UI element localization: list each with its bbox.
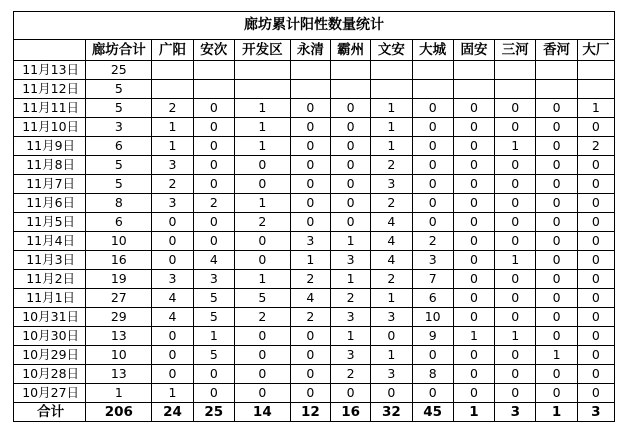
total-value-cell: 12 (290, 403, 330, 422)
value-cell (330, 61, 370, 80)
value-cell: 3 (371, 308, 412, 327)
date-cell: 10月27日 (14, 384, 86, 403)
value-cell: 0 (577, 327, 614, 346)
value-cell (412, 80, 453, 99)
value-cell: 0 (536, 137, 577, 156)
value-cell: 0 (453, 346, 494, 365)
table-row (14, 308, 615, 327)
value-cell: 1 (371, 137, 412, 156)
value-cell: 16 (86, 251, 152, 270)
total-value-cell: 24 (152, 403, 193, 422)
value-cell: 0 (290, 99, 330, 118)
value-cell: 3 (371, 365, 412, 384)
value-cell: 0 (412, 213, 453, 232)
total-value-cell: 206 (86, 403, 152, 422)
value-cell (193, 61, 234, 80)
column-header: 开发区 (234, 40, 290, 61)
value-cell: 1 (453, 327, 494, 346)
value-cell: 1 (371, 346, 412, 365)
table-row (14, 99, 615, 118)
value-cell: 8 (86, 194, 152, 213)
value-cell: 0 (453, 289, 494, 308)
value-cell: 27 (86, 289, 152, 308)
value-cell: 0 (495, 232, 536, 251)
column-header: 固安 (453, 40, 494, 61)
value-cell: 0 (453, 232, 494, 251)
date-cell: 11月8日 (14, 156, 86, 175)
value-cell: 3 (330, 251, 370, 270)
value-cell: 0 (290, 346, 330, 365)
value-cell: 1 (330, 270, 370, 289)
value-cell: 0 (577, 213, 614, 232)
date-cell: 11月2日 (14, 270, 86, 289)
value-cell: 0 (453, 118, 494, 137)
date-cell: 10月31日 (14, 308, 86, 327)
table-row (14, 365, 615, 384)
value-cell: 0 (193, 384, 234, 403)
total-value-cell: 1 (536, 403, 577, 422)
table-row (14, 156, 615, 175)
value-cell: 0 (412, 156, 453, 175)
value-cell: 2 (577, 137, 614, 156)
value-cell: 1 (193, 327, 234, 346)
value-cell: 0 (577, 194, 614, 213)
value-cell: 0 (453, 308, 494, 327)
column-header: 廊坊合计 (86, 40, 152, 61)
value-cell: 3 (193, 270, 234, 289)
value-cell: 0 (577, 118, 614, 137)
table-row (14, 61, 615, 80)
table-row (14, 80, 615, 99)
total-value-cell: 1 (453, 403, 494, 422)
spreadsheet (13, 11, 615, 422)
value-cell: 3 (290, 232, 330, 251)
value-cell: 1 (234, 118, 290, 137)
value-cell: 0 (536, 270, 577, 289)
value-cell: 0 (330, 137, 370, 156)
value-cell: 5 (86, 99, 152, 118)
value-cell: 3 (330, 308, 370, 327)
table-row (14, 118, 615, 137)
value-cell: 0 (152, 213, 193, 232)
value-cell: 6 (86, 137, 152, 156)
value-cell: 0 (577, 251, 614, 270)
value-cell: 2 (330, 365, 370, 384)
value-cell: 0 (234, 365, 290, 384)
value-cell: 5 (86, 80, 152, 99)
total-value-cell: 3 (495, 403, 536, 422)
value-cell: 10 (412, 308, 453, 327)
value-cell: 0 (193, 156, 234, 175)
value-cell: 1 (330, 232, 370, 251)
value-cell: 3 (152, 156, 193, 175)
value-cell: 4 (152, 289, 193, 308)
value-cell (290, 61, 330, 80)
date-cell: 11月3日 (14, 251, 86, 270)
value-cell: 0 (193, 137, 234, 156)
value-cell: 2 (371, 270, 412, 289)
value-cell: 0 (290, 156, 330, 175)
value-cell: 1 (152, 384, 193, 403)
value-cell: 6 (412, 289, 453, 308)
value-cell: 13 (86, 365, 152, 384)
value-cell: 3 (86, 118, 152, 137)
date-cell: 11月4日 (14, 232, 86, 251)
value-cell: 5 (193, 308, 234, 327)
value-cell: 1 (234, 137, 290, 156)
value-cell: 0 (412, 99, 453, 118)
value-cell: 1 (152, 118, 193, 137)
value-cell: 0 (412, 137, 453, 156)
value-cell: 1 (495, 251, 536, 270)
value-cell: 1 (536, 346, 577, 365)
value-cell: 0 (412, 175, 453, 194)
value-cell: 0 (193, 118, 234, 137)
date-cell: 11月11日 (14, 99, 86, 118)
table-row (14, 137, 615, 156)
value-cell: 0 (330, 213, 370, 232)
total-value-cell: 25 (193, 403, 234, 422)
value-cell: 2 (290, 270, 330, 289)
value-cell: 3 (371, 175, 412, 194)
value-cell: 5 (86, 156, 152, 175)
date-cell: 10月28日 (14, 365, 86, 384)
column-header: 大城 (412, 40, 453, 61)
value-cell: 1 (330, 327, 370, 346)
value-cell: 1 (495, 327, 536, 346)
value-cell: 1 (495, 137, 536, 156)
table-row (14, 194, 615, 213)
value-cell: 0 (536, 327, 577, 346)
value-cell: 0 (536, 308, 577, 327)
value-cell (536, 61, 577, 80)
value-cell: 1 (577, 99, 614, 118)
value-cell (234, 61, 290, 80)
column-header: 永清 (290, 40, 330, 61)
value-cell: 0 (495, 308, 536, 327)
total-value-cell: 3 (577, 403, 614, 422)
value-cell: 1 (290, 251, 330, 270)
value-cell: 4 (371, 251, 412, 270)
value-cell: 0 (495, 194, 536, 213)
value-cell: 0 (495, 289, 536, 308)
value-cell: 0 (193, 175, 234, 194)
value-cell (453, 61, 494, 80)
value-cell (290, 80, 330, 99)
total-value-cell: 14 (234, 403, 290, 422)
value-cell: 0 (577, 232, 614, 251)
value-cell: 0 (290, 327, 330, 346)
table-row (14, 327, 615, 346)
value-cell: 0 (495, 175, 536, 194)
value-cell: 0 (536, 175, 577, 194)
value-cell: 13 (86, 327, 152, 346)
column-header: 香河 (536, 40, 577, 61)
value-cell: 0 (495, 118, 536, 137)
total-value-cell: 45 (412, 403, 453, 422)
value-cell: 0 (412, 118, 453, 137)
value-cell: 7 (412, 270, 453, 289)
value-cell: 0 (495, 156, 536, 175)
value-cell: 0 (453, 365, 494, 384)
value-cell (495, 61, 536, 80)
value-cell: 0 (453, 99, 494, 118)
value-cell: 3 (152, 194, 193, 213)
value-cell: 3 (330, 346, 370, 365)
date-cell: 11月13日 (14, 61, 86, 80)
value-cell: 0 (234, 232, 290, 251)
value-cell: 0 (536, 289, 577, 308)
value-cell: 0 (412, 194, 453, 213)
value-cell: 0 (453, 213, 494, 232)
value-cell: 1 (152, 137, 193, 156)
column-header: 广阳 (152, 40, 193, 61)
value-cell: 0 (234, 346, 290, 365)
value-cell: 0 (152, 232, 193, 251)
value-cell: 0 (193, 232, 234, 251)
value-cell: 0 (453, 384, 494, 403)
value-cell: 4 (371, 213, 412, 232)
value-cell: 1 (371, 118, 412, 137)
value-cell: 0 (536, 213, 577, 232)
value-cell: 10 (86, 232, 152, 251)
value-cell: 0 (290, 118, 330, 137)
value-cell: 0 (495, 270, 536, 289)
date-cell: 11月9日 (14, 137, 86, 156)
value-cell: 0 (330, 118, 370, 137)
header-row (14, 40, 615, 61)
date-cell: 11月10日 (14, 118, 86, 137)
value-cell: 2 (234, 308, 290, 327)
value-cell: 0 (536, 118, 577, 137)
value-cell: 2 (152, 99, 193, 118)
value-cell: 2 (152, 175, 193, 194)
value-cell: 0 (371, 384, 412, 403)
value-cell: 5 (193, 289, 234, 308)
value-cell: 0 (330, 194, 370, 213)
table-row (14, 270, 615, 289)
value-cell: 2 (193, 194, 234, 213)
value-cell: 0 (495, 365, 536, 384)
value-cell: 0 (536, 156, 577, 175)
value-cell: 0 (290, 384, 330, 403)
value-cell (193, 80, 234, 99)
date-cell: 11月6日 (14, 194, 86, 213)
value-cell: 0 (290, 365, 330, 384)
value-cell: 1 (371, 289, 412, 308)
value-cell: 1 (86, 384, 152, 403)
value-cell: 2 (234, 213, 290, 232)
value-cell: 0 (536, 251, 577, 270)
date-cell: 11月12日 (14, 80, 86, 99)
date-cell: 11月7日 (14, 175, 86, 194)
value-cell: 0 (453, 137, 494, 156)
value-cell: 0 (453, 251, 494, 270)
value-cell: 0 (536, 99, 577, 118)
total-value-cell: 16 (330, 403, 370, 422)
value-cell (152, 61, 193, 80)
value-cell: 0 (412, 346, 453, 365)
value-cell: 0 (577, 175, 614, 194)
table-row (14, 175, 615, 194)
value-cell: 3 (152, 270, 193, 289)
value-cell: 0 (536, 194, 577, 213)
value-cell: 1 (371, 99, 412, 118)
value-cell: 0 (234, 384, 290, 403)
value-cell: 0 (193, 99, 234, 118)
value-cell: 0 (495, 384, 536, 403)
value-cell: 19 (86, 270, 152, 289)
value-cell (577, 61, 614, 80)
value-cell: 0 (453, 270, 494, 289)
value-cell: 0 (453, 175, 494, 194)
value-cell: 4 (193, 251, 234, 270)
value-cell: 0 (453, 156, 494, 175)
value-cell: 0 (577, 384, 614, 403)
column-header: 大厂 (577, 40, 614, 61)
value-cell: 0 (330, 384, 370, 403)
value-cell: 8 (412, 365, 453, 384)
table-row (14, 251, 615, 270)
value-cell: 0 (577, 308, 614, 327)
value-cell (453, 80, 494, 99)
value-cell: 0 (290, 194, 330, 213)
value-cell: 0 (577, 156, 614, 175)
value-cell: 0 (152, 365, 193, 384)
value-cell: 6 (86, 213, 152, 232)
value-cell: 0 (234, 251, 290, 270)
value-cell (536, 80, 577, 99)
value-cell: 0 (193, 213, 234, 232)
value-cell: 5 (193, 346, 234, 365)
value-cell: 0 (412, 384, 453, 403)
value-cell (577, 80, 614, 99)
value-cell: 0 (536, 384, 577, 403)
value-cell: 1 (234, 99, 290, 118)
value-cell: 2 (412, 232, 453, 251)
value-cell: 0 (234, 175, 290, 194)
date-cell: 11月1日 (14, 289, 86, 308)
value-cell: 2 (330, 289, 370, 308)
value-cell: 5 (234, 289, 290, 308)
value-cell: 0 (152, 346, 193, 365)
value-cell: 2 (290, 308, 330, 327)
value-cell: 0 (371, 327, 412, 346)
column-header: 三河 (495, 40, 536, 61)
value-cell: 0 (495, 213, 536, 232)
column-header: 霸州 (330, 40, 370, 61)
value-cell: 0 (577, 365, 614, 384)
value-cell (234, 80, 290, 99)
value-cell: 2 (371, 194, 412, 213)
value-cell: 0 (577, 289, 614, 308)
value-cell: 0 (193, 365, 234, 384)
value-cell: 0 (577, 270, 614, 289)
value-cell: 10 (86, 346, 152, 365)
value-cell: 1 (234, 194, 290, 213)
value-cell: 0 (152, 251, 193, 270)
stats-table (13, 11, 615, 422)
date-cell: 10月29日 (14, 346, 86, 365)
table-row (14, 289, 615, 308)
value-cell: 9 (412, 327, 453, 346)
table-row (14, 232, 615, 251)
date-cell: 10月30日 (14, 327, 86, 346)
total-value-cell: 32 (371, 403, 412, 422)
value-cell (152, 80, 193, 99)
value-cell: 0 (536, 365, 577, 384)
value-cell: 0 (290, 137, 330, 156)
total-row (14, 403, 615, 422)
date-cell: 11月5日 (14, 213, 86, 232)
value-cell (371, 80, 412, 99)
value-cell: 0 (495, 346, 536, 365)
value-cell: 3 (412, 251, 453, 270)
value-cell: 0 (234, 327, 290, 346)
column-header: 文安 (371, 40, 412, 61)
value-cell (495, 80, 536, 99)
value-cell: 4 (290, 289, 330, 308)
value-cell: 0 (536, 232, 577, 251)
value-cell: 0 (495, 99, 536, 118)
value-cell: 0 (152, 327, 193, 346)
table-row (14, 346, 615, 365)
value-cell: 0 (234, 156, 290, 175)
value-cell: 2 (371, 156, 412, 175)
value-cell: 0 (330, 175, 370, 194)
value-cell: 0 (330, 99, 370, 118)
table-row (14, 384, 615, 403)
value-cell: 4 (152, 308, 193, 327)
value-cell: 29 (86, 308, 152, 327)
value-cell: 4 (371, 232, 412, 251)
table-title: 廊坊累计阳性数量统计 (14, 12, 615, 40)
value-cell: 0 (330, 156, 370, 175)
value-cell: 0 (290, 213, 330, 232)
value-cell (371, 61, 412, 80)
value-cell: 1 (234, 270, 290, 289)
value-cell (412, 61, 453, 80)
value-cell: 25 (86, 61, 152, 80)
column-header: 安次 (193, 40, 234, 61)
header-blank-cell (14, 40, 86, 61)
value-cell: 0 (290, 175, 330, 194)
value-cell (330, 80, 370, 99)
table-row (14, 213, 615, 232)
value-cell: 0 (577, 346, 614, 365)
value-cell: 0 (453, 194, 494, 213)
total-label: 合计 (14, 403, 86, 422)
value-cell: 5 (86, 175, 152, 194)
